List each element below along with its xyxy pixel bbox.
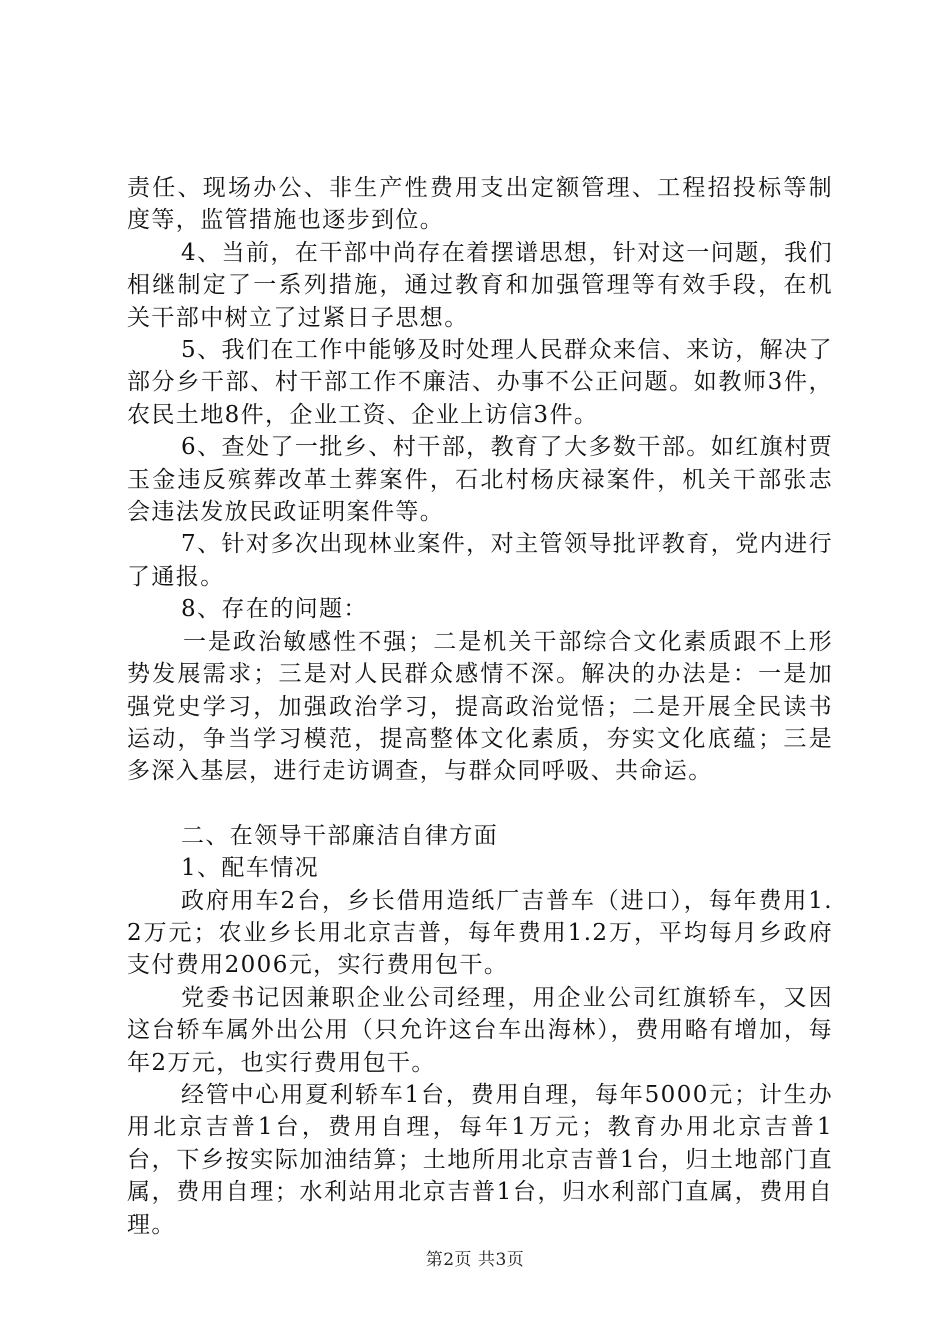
paragraph-item-8: 8、存在的问题： — [181, 596, 368, 623]
section-gap — [127, 788, 833, 820]
paragraph-department-vehicles: 经管中心用夏利轿车1台，费用自理，每年5000元；计生办用北京吉普1台，费用自理，每年1万元；教育办用北京吉普1台，下乡按实际加油结算；土地所用北京吉普1台，归土地部门直属，费用自理；水利站用北京吉普1台，归水利部门直属，费用自理。 — [127, 1081, 833, 1238]
subheading-vehicles: 1、配车情况 — [181, 855, 320, 882]
paragraph-item-6: 6、查处了一批乡、村干部，教育了大多数干部。如红旗村贾玉金违反殡葬改革土葬案件，石北村杨庆禄案件，机关干部张志会违法发放民政证明案件等。 — [127, 434, 833, 526]
document-body — [127, 172, 833, 1241]
page-number-footer: 第2页 共3页 — [425, 1250, 525, 1270]
paragraph-item-5: 5、我们在工作中能够及时处理人民群众来信、来访，解决了部分乡干部、村干部工作不廉洁、办事不公正问题。如教师3件，农民土地8件，企业工资、企业上访信3件。 — [127, 337, 833, 428]
paragraph-problems: 一是政治敏感性不强；二是机关干部综合文化素质跟不上形势发展需求；三是对人民群众感情不深。解决的办法是：一是加强党史学习，加强政治学习，提高政治觉悟；二是开展全民读书运动，争当学习模范，提高整体文化素质，夯实文化底蕴；三是多深入基层，进行走访调查，与群众同呼吸、共命运。 — [127, 628, 833, 785]
section-heading-2: 二、在领导干部廉洁自律方面 — [181, 822, 499, 849]
paragraph-item-4: 4、当前，在干部中尚存在着摆谱思想，针对这一问题，我们相继制定了一系列措施，通过教育和加强管理等有效手段，在机关干部中树立了过紧日子思想。 — [127, 239, 833, 331]
paragraph-gov-vehicles: 政府用车2台，乡长借用造纸厂吉普车（进口），每年费用1.2万元；农业乡长用北京吉普，每年费用1.2万，平均每月乡政府支付费用2006元，实行费用包干。 — [127, 887, 833, 979]
paragraph-party-secretary-vehicle: 党委书记因兼职企业公司经理，用企业公司红旗轿车，又因这台轿车属外出公用（只允许这台车出海林），费用略有增加，每年2万元，也实行费用包干。 — [127, 984, 833, 1076]
paragraph-item-7: 7、针对多次出现林业案件，对主管领导批评教育，党内进行了通报。 — [127, 531, 833, 590]
paragraph-continuation: 责任、现场办公、非生产性费用支出定额管理、工程招投标等制度等，监管措施也逐步到位。 — [127, 175, 833, 234]
